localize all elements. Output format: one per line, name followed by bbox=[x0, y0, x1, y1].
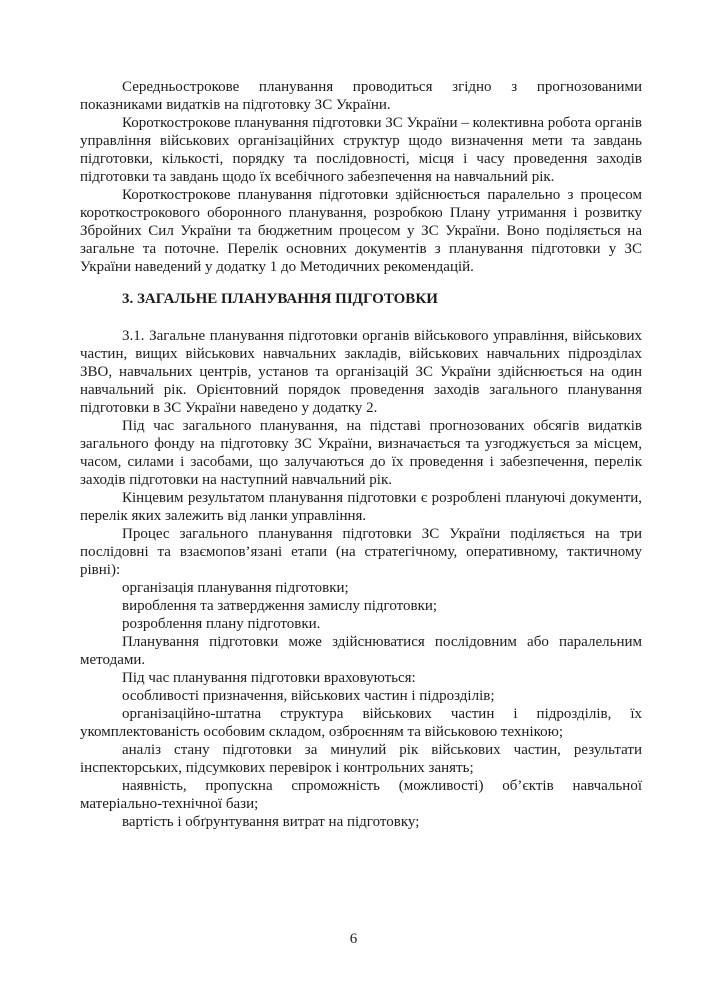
paragraph: Середньострокове планування проводиться згідно з прогнозованими показниками видатків на підготовку ЗС України. bbox=[80, 79, 642, 113]
list-item-paragraph: організація планування підготовки; bbox=[122, 580, 349, 596]
list-item-paragraph: вироблення та затвердження замислу підготовки; bbox=[122, 598, 438, 614]
section-heading: 3. ЗАГАЛЬНЕ ПЛАНУВАННЯ ПІДГОТОВКИ bbox=[122, 291, 438, 307]
list-item-paragraph: особливості призначення, військових частин і підрозділів; bbox=[122, 688, 495, 704]
list-item-paragraph: організаційно-штатна структура військових частин і підрозділів, їх укомплектованість особовим складом, озброєнням та військовою технікою; bbox=[80, 706, 642, 740]
paragraph: 3.1. Загальне планування підготовки органів військового управління, військових частин, вищих військових навчальних закладів, військових навчальних підрозділах ЗВО, навчальних центрів, установ та організацій ЗС України здійснюється на один навчальний рік. Орієнтовний порядок проведення заходів загального планування підготовки в ЗС України наведено у додатку 2. bbox=[80, 328, 642, 416]
list-item-paragraph: вартість і обґрунтування витрат на підготовку; bbox=[122, 814, 420, 830]
paragraph: Під час загального планування, на підставі прогнозованих обсягів видатків загального фонду на підготовку ЗС України, визначається та узгоджується за місцем, часом, силами і засобами, що залучаються до їх проведення і забезпечення, перелік заходів підготовки на наступний навчальний рік. bbox=[80, 418, 642, 488]
list-item-paragraph: аналіз стану підготовки за минулий рік військових частин, результати інспекторських, підсумкових перевірок і контрольних занять; bbox=[80, 742, 642, 776]
paragraph: Кінцевим результатом планування підготовки є розроблені плануючі документи, перелік яких залежить від ланки управління. bbox=[80, 490, 642, 524]
list-item-paragraph: розроблення плану підготовки. bbox=[122, 616, 321, 632]
paragraph: Короткострокове планування підготовки ЗС України – колективна робота органів управління військових організаційних структур щодо визначення мети та завдань підготовки, кількості, порядку та послідовності, місця і часу проведення заходів підготовки та завдань щодо їх всебічного забезпечення на навчальний рік. bbox=[80, 115, 642, 185]
paragraph: Під час планування підготовки враховуються: bbox=[122, 670, 416, 686]
paragraph: Процес загального планування підготовки ЗС України поділяється на три послідовні та взаємопов’язані етапи (на стратегічному, оперативному, тактичному рівні): bbox=[80, 526, 642, 578]
paragraph: Короткострокове планування підготовки здійснюється паралельно з процесом короткострокового оборонного планування, розробкою Плану утримання і розвитку Збройних Сил України та бюджетним процесом у ЗС України. Воно поділяється на загальне та поточне. Перелік основних документів з планування підготовки у ЗС України наведений у додатку 1 до Методичних рекомендацій. bbox=[80, 187, 642, 275]
document-body bbox=[80, 78, 642, 831]
paragraph: Планування підготовки може здійснюватися послідовним або паралельним методами. bbox=[80, 634, 642, 668]
list-item-paragraph: наявність, пропускна спроможність (можливості) об’єктів навчальної матеріально-технічної бази; bbox=[80, 778, 642, 812]
page-number: 6 bbox=[349, 931, 358, 947]
